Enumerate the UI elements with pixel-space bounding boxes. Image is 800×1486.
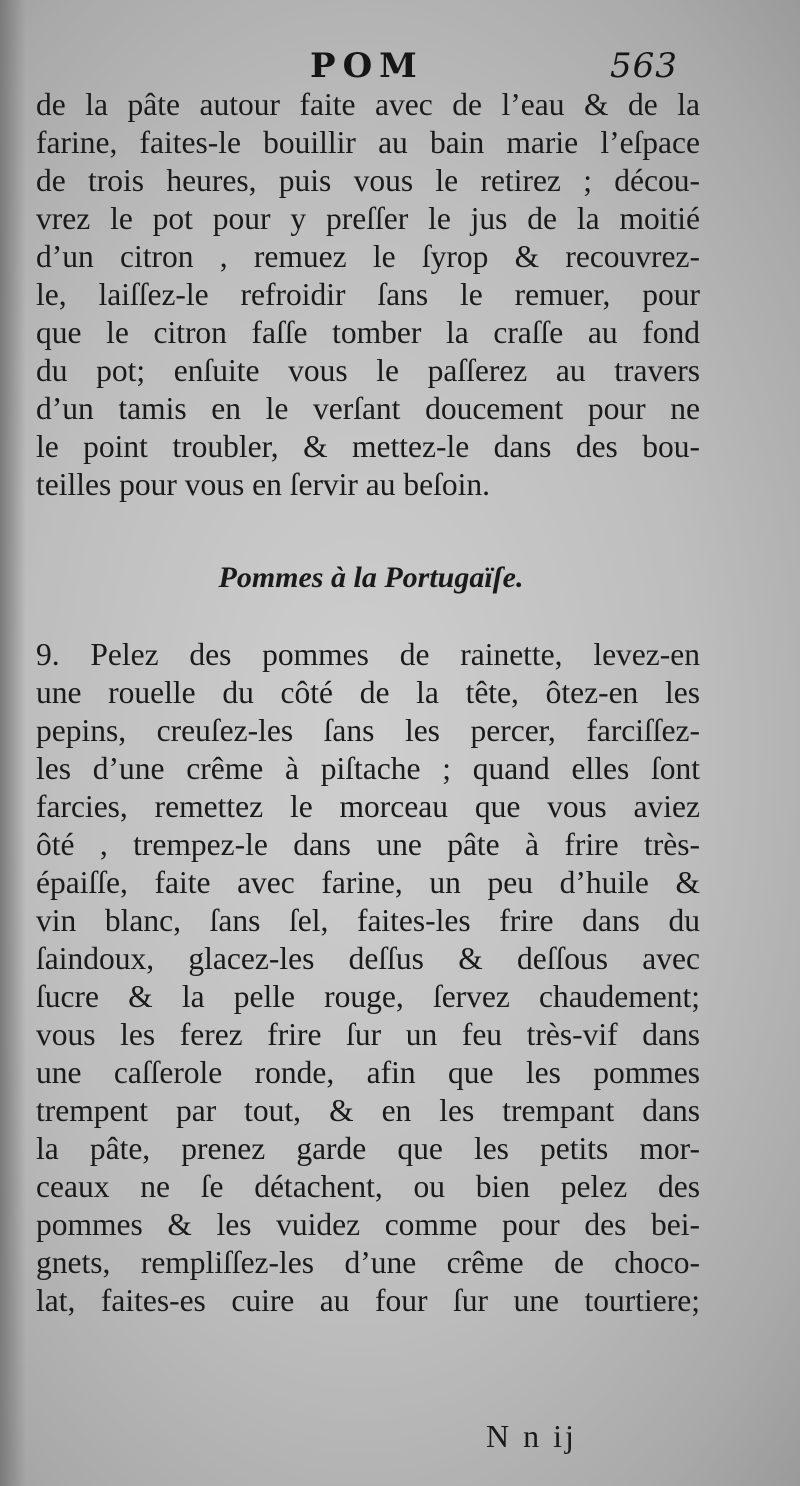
- page-header: [0, 42, 800, 92]
- text-line: la pâte, prenez garde que les petits mor-: [36, 1131, 700, 1166]
- text-line: teilles pour vous en ſervir au beſoin.: [36, 467, 491, 502]
- text-line: vous les ferez frire ſur un feu très-vif dans: [36, 1017, 700, 1052]
- gutter-shadow: [0, 0, 26, 1486]
- spacer: [36, 598, 700, 636]
- text-line: d’un citron , remuez le ſyrop & recouvrez-: [36, 239, 700, 274]
- text-line: ceaux ne ſe détachent, ou bien pelez des: [36, 1169, 700, 1204]
- text-line: vin blanc, ſans ſel, faites-les frire dans du: [36, 903, 700, 938]
- text-line: lat, faites-es cuire au four ſur une tourtiere;: [36, 1283, 700, 1318]
- text-line: ôté , trempez-le dans une pâte à frire très-: [36, 827, 700, 862]
- spacer: [36, 504, 700, 558]
- text-line: le, laiſſez-le refroidir ſans le remuer, pour: [36, 277, 700, 312]
- text-line: pommes & les vuidez comme pour des bei-: [36, 1207, 700, 1242]
- text-line: d’un tamis en le verſant doucement pour ne: [36, 391, 700, 426]
- text-line: ſaindoux, glacez-les deſſus & deſſous avec: [36, 941, 700, 976]
- text-line: de la pâte autour faite avec de l’eau & de la: [36, 87, 700, 122]
- text-line: trempent par tout, & en les trempant dans: [36, 1093, 700, 1128]
- text-line: les d’une crême à piſtache ; quand elles ſont: [36, 751, 700, 786]
- text-line: de trois heures, puis vous le retirez ; décou-: [36, 163, 700, 198]
- paragraph-1: [36, 86, 700, 504]
- paragraph-2: [36, 636, 700, 1320]
- text-line: 9. Pelez des pommes de rainette, levez-en: [36, 637, 700, 672]
- running-head: POM: [310, 46, 424, 86]
- text-line: que le citron faſſe tomber la craſſe au fond: [36, 315, 700, 350]
- text-line: une caſſerole ronde, afin que les pommes: [36, 1055, 700, 1090]
- section-title: Pommes à la Portugaïſe.: [218, 561, 524, 594]
- text-line: épaiſſe, faite avec farine, un peu d’huile &: [36, 865, 700, 900]
- signature-mark: N n ij: [486, 1418, 577, 1454]
- text-line: farine, faites-le bouillir au bain marie l’eſpace: [36, 125, 700, 160]
- text-line: ſucre & la pelle rouge, ſervez chaudement;: [36, 979, 700, 1014]
- text-line: farcies, remettez le morceau que vous aviez: [36, 789, 700, 824]
- text-line: gnets, rempliſſez-les d’une crême de choco-: [36, 1245, 700, 1280]
- page-number: 563: [610, 46, 678, 86]
- text-line: une rouelle du côté de la tête, ôtez-en les: [36, 675, 700, 710]
- text-line: du pot; enſuite vous le paſſerez au travers: [36, 353, 700, 388]
- text-line: vrez le pot pour y preſſer le jus de la moitié: [36, 201, 700, 236]
- text-line: le point troubler, & mettez-le dans des bou-: [36, 429, 700, 464]
- text-line: pepins, creuſez-les ſans les percer, farciſſez-: [36, 713, 700, 748]
- text-block: [36, 86, 700, 1320]
